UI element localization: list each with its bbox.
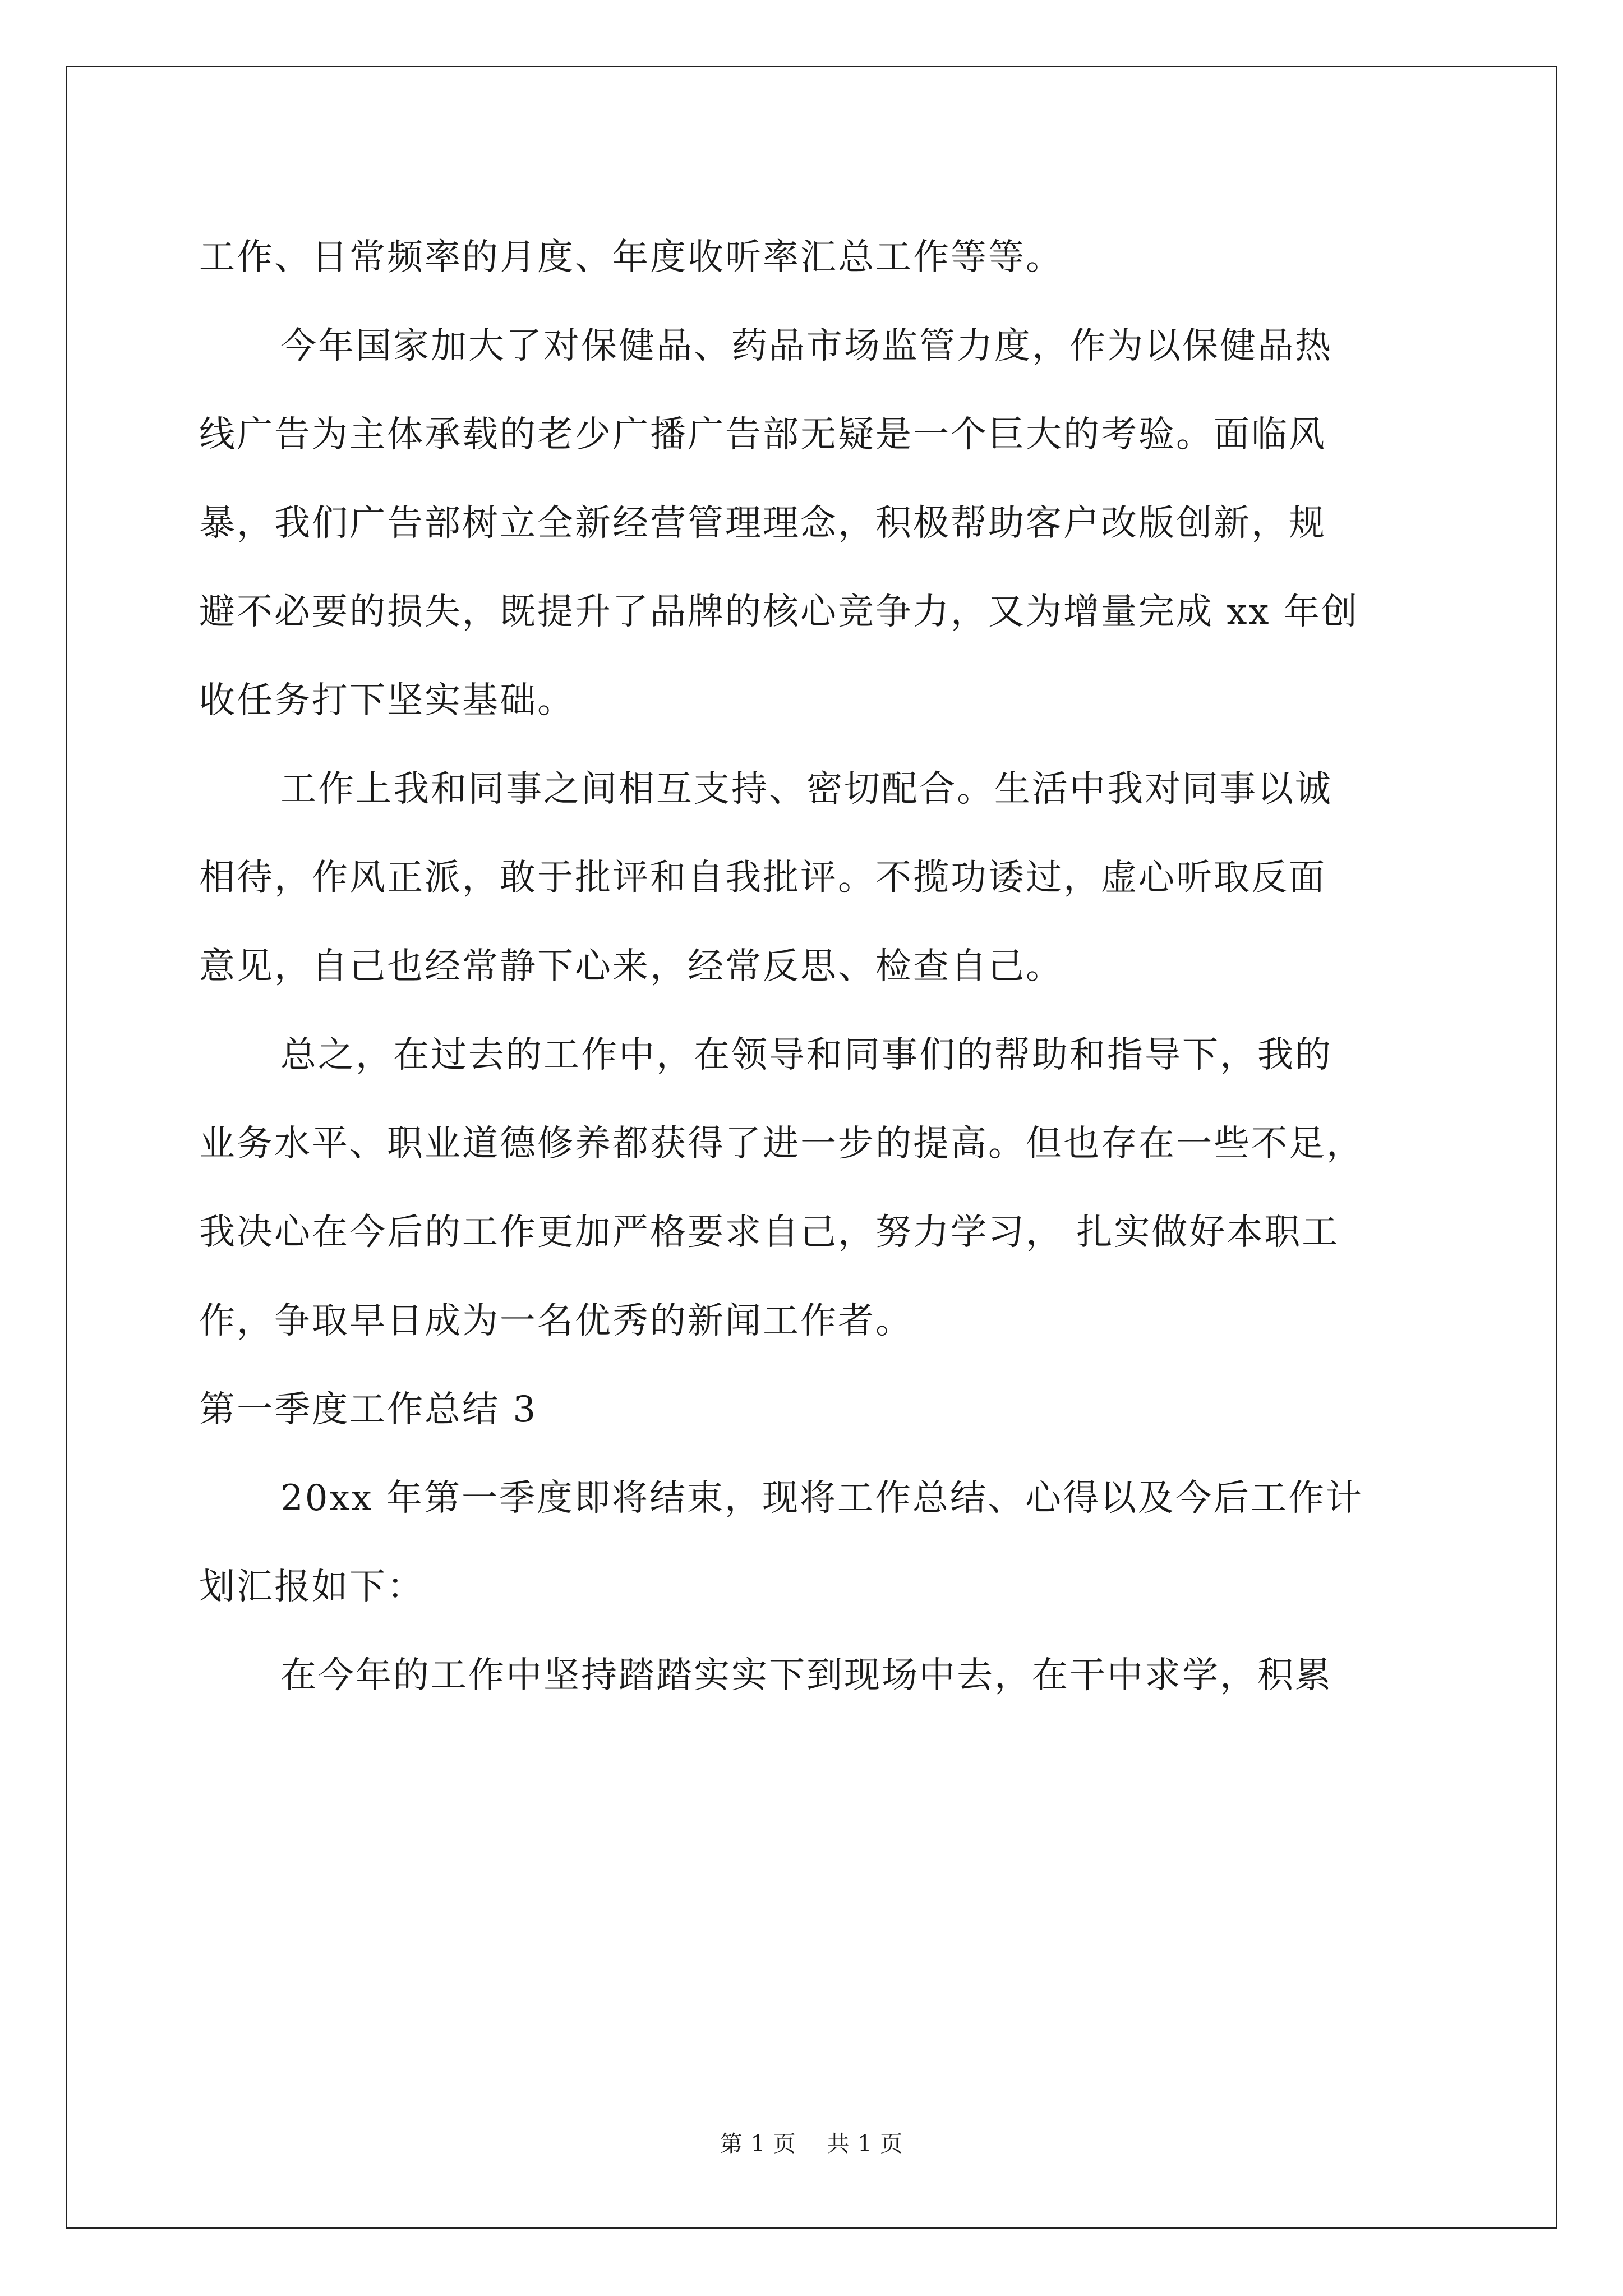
paragraph-first-line: 20xx 年第一季度即将结束，现将工作总结、心得以及今后工作计	[280, 1478, 1363, 1519]
paragraph-first-line: 在今年的工作中坚持踏踏实实下到现场中去，在干中求学，积累	[280, 1655, 1332, 1696]
text-line: 线广告为主体承载的老少广播广告部无疑是一个巨大的考验。面临风	[199, 414, 1326, 455]
text-line: 工作、日常频率的月度、年度收听率汇总工作等等。	[199, 237, 1063, 278]
text-line: 划汇报如下：	[199, 1566, 425, 1608]
paragraph-first-line: 总之，在过去的工作中，在领导和同事们的帮助和指导下，我的	[280, 1034, 1332, 1076]
text-line: 避不必要的损失，既提升了品牌的核心竞争力，又为增量完成 xx 年创	[199, 591, 1359, 633]
paragraph-first-line: 工作上我和同事之间相互支持、密切配合。生活中我对同事以诚	[280, 769, 1332, 810]
text-line: 收任务打下坚实基础。	[199, 680, 575, 721]
text-line: 业务水平、职业道德修养都获得了进一步的提高。但也存在一些不足，	[199, 1123, 1364, 1165]
text-line: 暴，我们广告部树立全新经营管理理念，积极帮助客户改版创新，规	[199, 503, 1326, 544]
text-line: 相待，作风正派，敢于批评和自我批评。不揽功诿过，虚心听取反面	[199, 857, 1326, 899]
paragraph-first-line: 今年国家加大了对保健品、药品市场监管力度，作为以保健品热	[280, 325, 1332, 367]
page-number-footer: 第 1 页 共 1 页	[720, 2131, 903, 2157]
document-body	[199, 213, 1427, 1720]
text-line: 作，争取早日成为一名优秀的新闻工作者。	[199, 1300, 913, 1342]
section-heading: 第一季度工作总结 3	[199, 1389, 538, 1430]
text-line: 我决心在今后的工作更加严格要求自己，努力学习， 扎实做好本职工	[199, 1212, 1340, 1253]
text-line: 意见，自己也经常静下心来，经常反思、检查自己。	[199, 946, 1063, 987]
